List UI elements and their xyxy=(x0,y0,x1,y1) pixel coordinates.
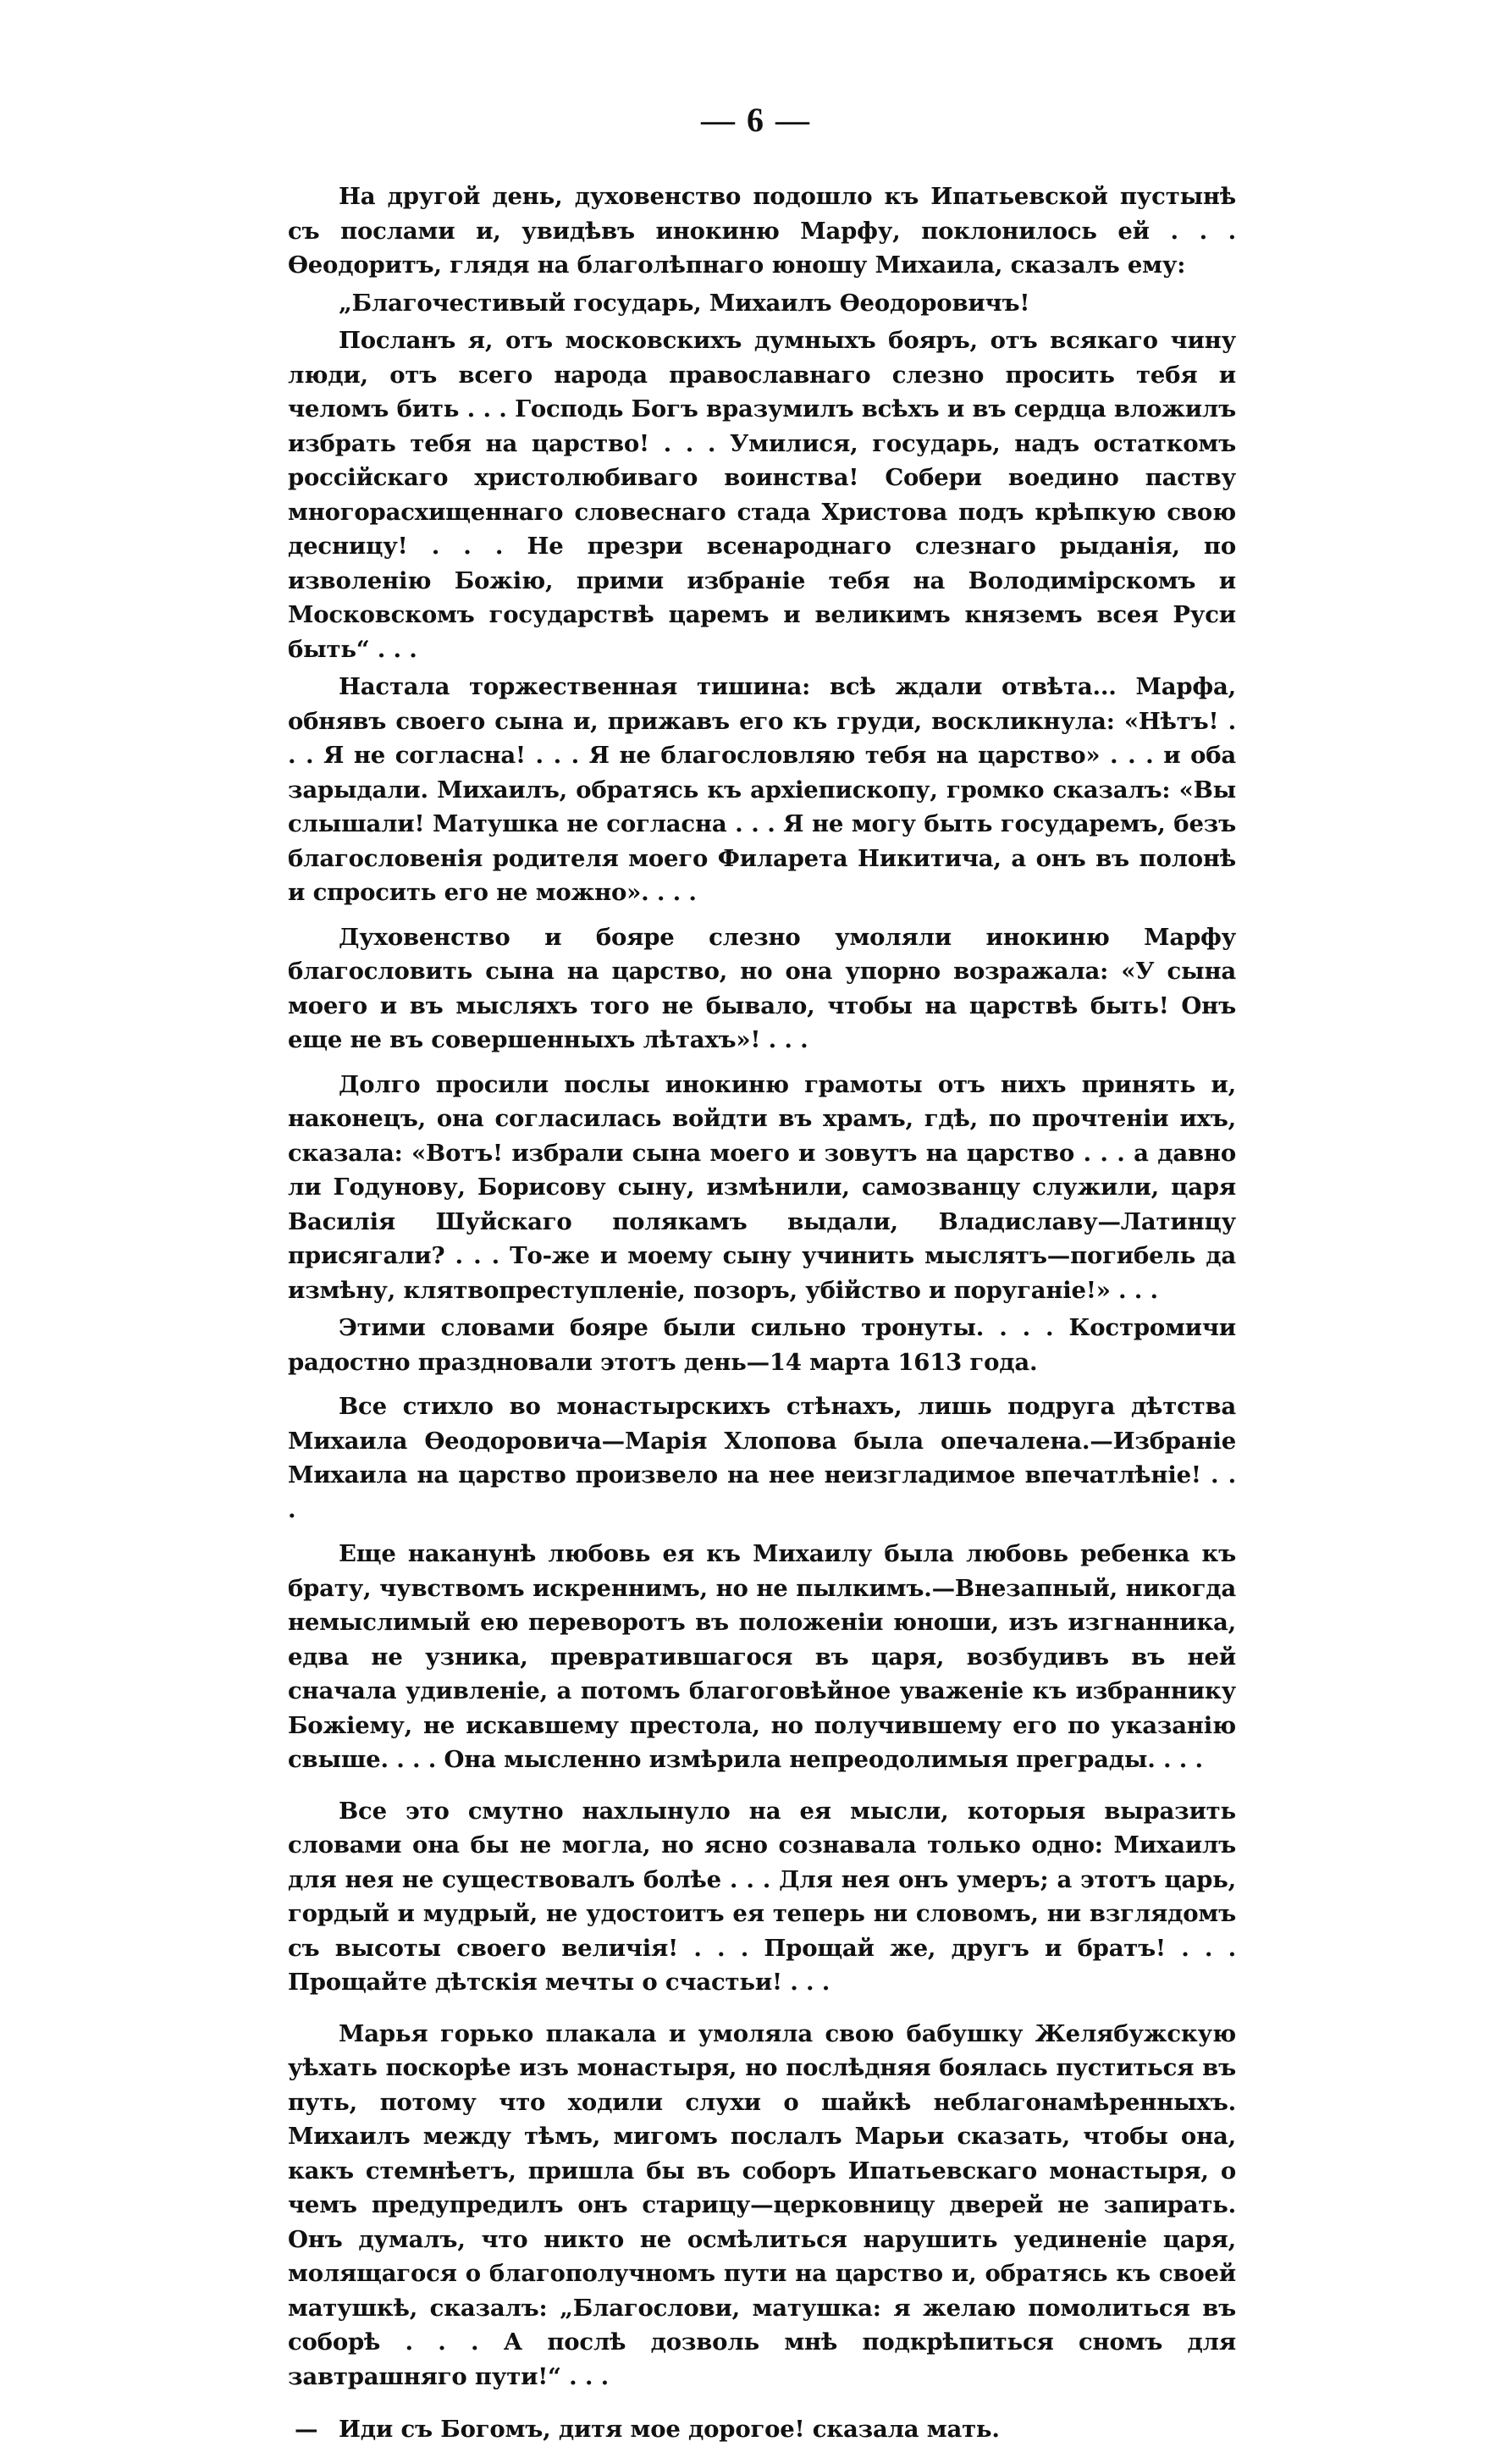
paragraph: Еще наканунѣ любовь ея къ Михаилу была любовь ребенка къ брату, чувствомъ искреннимъ, но не пылкимъ.—Внезапный, никогда немыслимый ею переворотъ въ положеніи юноши, изъ изгнанника, едва не узника, превратившагося въ царя, возбудивъ въ ней сначала удивленіе, а потомъ благоговѣйное уваженіе къ избраннику Божіему, не искавшему престола, но получившему его по указанію свыше. . . . Она мысленно измѣрила непреодолимыя преграды. . . . xyxy=(288,1540,1236,1773)
page-number: — 6 — xyxy=(701,101,811,139)
dialogue-dash: — xyxy=(295,2416,318,2443)
paragraph: „Благочестивый государь, Михаилъ Ѳеодоровичъ! xyxy=(339,289,1030,317)
paragraph: На другой день, духовенство подошло къ Ипатьевской пустынѣ съ послами и, увидѣвъ инокиню Марфу, поклонилось ей . . . Ѳеодоритъ, глядя на благолѣпнаго юношу Михаила, сказалъ ему: xyxy=(288,183,1236,279)
body-text xyxy=(288,180,1236,2447)
paragraph: Долго просили послы инокиню грамоты отъ нихъ принять и, наконецъ, она согласилась войдти въ храмъ, гдѣ, по прочтеніи ихъ, сказала: «Вотъ! избрали сына моего и зовутъ на царство . . . а давно ли Годунову, Борисову сыну, измѣнили, самозванцу служили, царя Василія Шуйскаго полякамъ выдали, Владиславу—Латинцу присягали? . . . То-же и моему сыну учинить мыслятъ—погибель да измѣну, клятвопреступленіе, позоръ, убійство и поруганіе!» . . . xyxy=(288,1070,1236,1304)
paragraph: Все это смутно нахлынуло на ея мысли, которыя выразить словами она бы не могла, но ясно сознавала только одно: Михаилъ для нея не существовалъ болѣе . . . Для нея онъ умеръ; а этотъ царь, гордый и мудрый, не удостоитъ ея теперь ни словомъ, ни взглядомъ съ высоты своего величія! . . . Прощай же, другъ и братъ! . . . Прощайте дѣтскія мечты о счастьи! . . . xyxy=(288,1797,1236,1996)
closing-line-text: Иди съ Богомъ, дитя мое дорогое! сказала мать. xyxy=(339,2416,1000,2443)
closing-line xyxy=(288,2412,1236,2447)
paragraph: Посланъ я, отъ московскихъ думныхъ бояръ, отъ всякаго чину люди, отъ всего народа православнаго слезно просить тебя и челомъ бить . . . Господь Богъ вразумилъ всѣхъ и въ сердца вложилъ избрать тебя на царство! . . . Умилися, государь, надъ остаткомъ россійскаго христолюбиваго воинства! Собери воедино паству многорасхищеннаго словеснаго стада Христова подъ крѣпкую свою десницу! . . . Не презри всенароднаго слезнаго рыданія, по изволенію Божію, прими избраніе тебя на Володимірскомъ и Московскомъ государствѣ царемъ и великимъ княземъ всея Руси быть“ . . . xyxy=(288,327,1236,663)
paragraph: Настала торжественная тишина: всѣ ждали отвѣта... Марфа, обнявъ своего сына и, прижавъ его къ груди, воскликнула: «Нѣтъ! . . . Я не согласна! . . . Я не благословляю тебя на царство» . . . и оба зарыдали. Михаилъ, обратясь къ архіепископу, громко сказалъ: «Вы слышали! Матушка не согласна . . . Я не могу быть государемъ, безъ благословенія родителя моего Филарета Никитича, а онъ въ полонѣ и спросить его не можно». . . . xyxy=(288,673,1236,906)
paragraph: Все стихло во монастырскихъ стѣнахъ, лишь подруга дѣтства Михаила Ѳеодоровича—Марія Хлопова была опечалена.—Избраніе Михаила на царство произвело на нее неизгладимое впечатлѣніе! . . . xyxy=(288,1393,1236,1523)
paragraph: Духовенство и бояре слезно умоляли инокиню Марфу благословить сына на царство, но она упорно возражала: «У сына моего и въ мысляхъ того не бывало, чтобы на царствѣ быть! Онъ еще не въ совершенныхъ лѣтахъ»! . . . xyxy=(288,923,1236,1053)
paragraph: Этими словами бояре были сильно тронуты. . . . Костромичи радостно праздновали этотъ день—14 марта 1613 года. xyxy=(288,1314,1236,1376)
paragraph: Марья горько плакала и умоляла свою бабушку Желябужскую уѣхать поскорѣе изъ монастыря, но послѣдняя боялась пуститься въ путь, потому что ходили слухи о шайкѣ неблагонамѣренныхъ. Михаилъ между тѣмъ, мигомъ послалъ Марьи сказать, чтобы она, какъ стемнѣетъ, пришла бы въ соборъ Ипатьевскаго монастыря, о чемъ предупредилъ онъ старицу—церковницу дверей не запирать. Онъ думалъ, что никто не осмѣлиться нарушить уединеніе царя, молящагося о благополучномъ пути на царство и, обратясь къ своей матушкѣ, сказалъ: „Благослови, матушка: я желаю помолиться въ соборѣ . . . А послѣ дозволь мнѣ подкрѣпиться сномъ для завтрашняго пути!“ . . . xyxy=(288,2019,1236,2390)
